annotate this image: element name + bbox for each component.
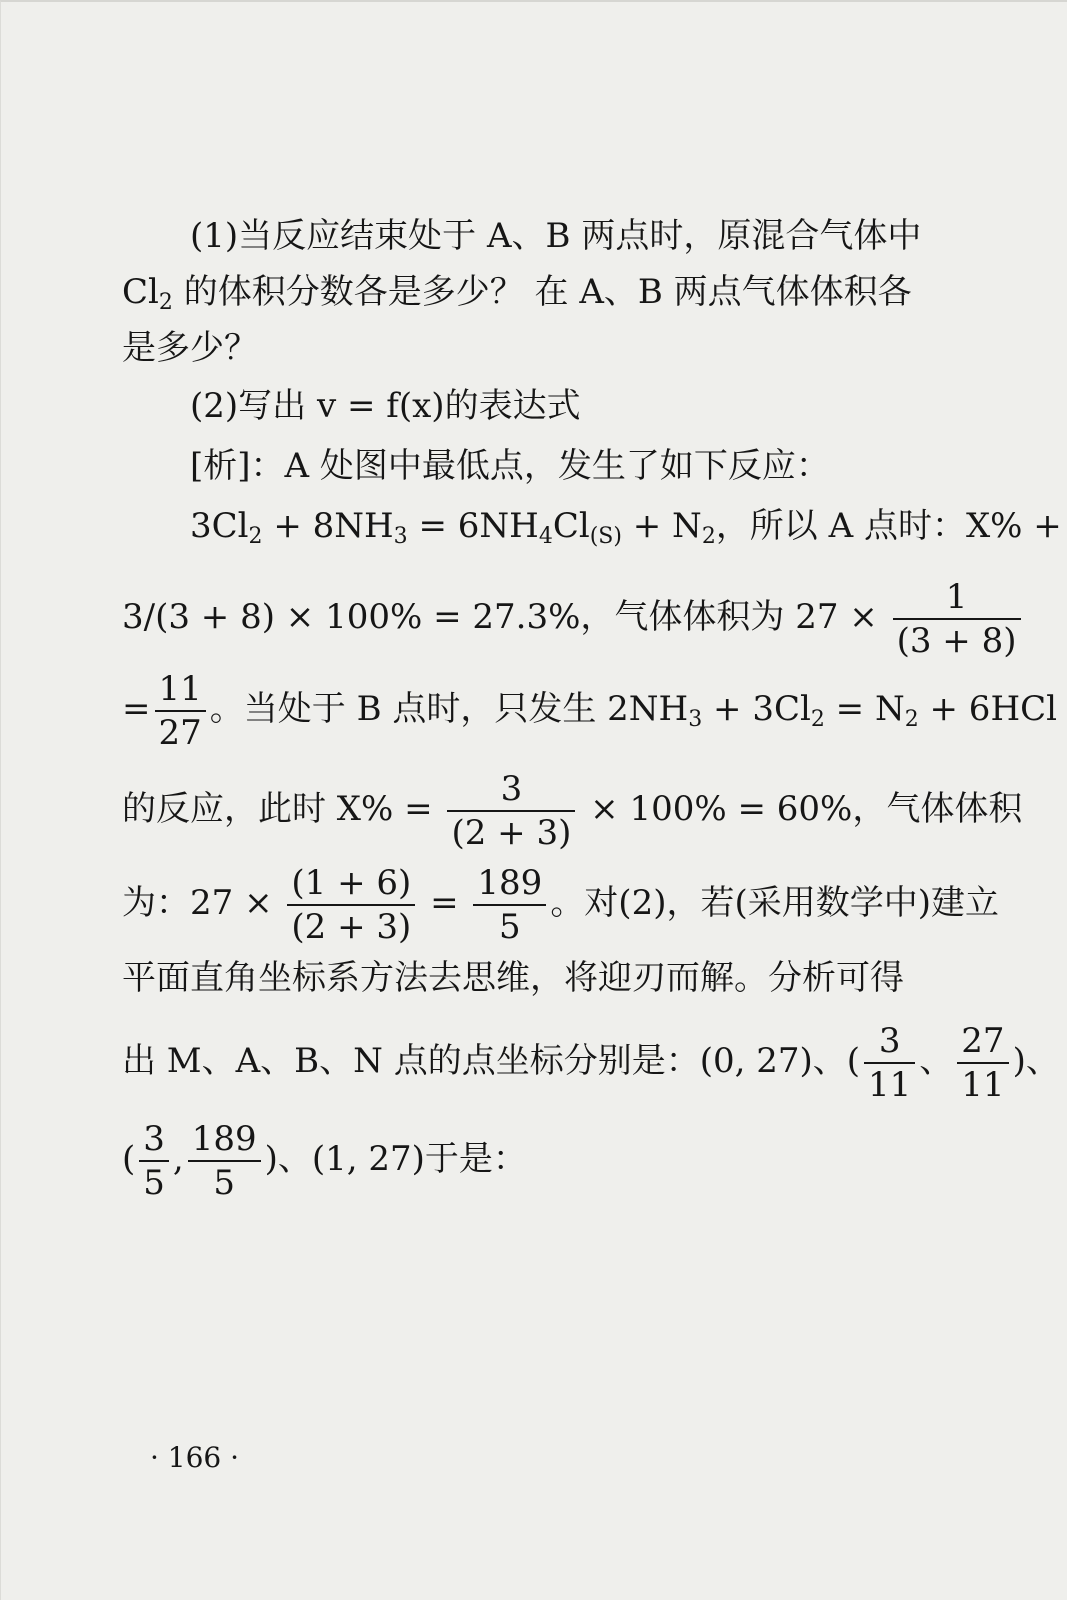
denominator: 11 bbox=[868, 1065, 912, 1105]
denominator: (2 + 3) bbox=[451, 813, 572, 853]
eq-text: × 100% = 60%，气体体积 bbox=[590, 789, 1023, 829]
fraction bbox=[188, 1119, 261, 1203]
fraction bbox=[473, 863, 546, 947]
fraction bbox=[155, 669, 206, 753]
fraction bbox=[139, 1119, 169, 1203]
fraction bbox=[893, 577, 1021, 661]
calculation-line-4 bbox=[122, 769, 1023, 853]
subscript: 2 bbox=[810, 707, 825, 732]
question-1-line-1 bbox=[190, 214, 990, 258]
numerator: (1 + 6) bbox=[287, 866, 415, 906]
question-2-line bbox=[190, 384, 990, 428]
subscript: 2 bbox=[904, 707, 919, 732]
eq-text: 。对(2)，若(采用数学中)建立 bbox=[550, 883, 1000, 923]
question-1-line-3 bbox=[122, 326, 922, 370]
fraction bbox=[957, 1021, 1008, 1105]
calculation-line-2 bbox=[122, 577, 1017, 661]
text-line-6 bbox=[122, 956, 922, 1000]
denominator: 5 bbox=[499, 907, 521, 947]
fraction bbox=[447, 769, 575, 853]
coordinates-line-1 bbox=[122, 1021, 1060, 1105]
eq-text: 平面直角坐标系方法去思维，将迎刃而解。分析可得 bbox=[122, 958, 904, 998]
eq-text: 。当处于 B 点时，只发生 2NH bbox=[209, 689, 689, 729]
chlorine-symbol: Cl bbox=[122, 272, 159, 312]
eq-text: 为：27 × bbox=[122, 883, 273, 923]
question-1-line-2 bbox=[122, 270, 922, 325]
eq-text: 出 M、A、B、N 点的点坐标分别是：(0, 27)、( bbox=[122, 1041, 861, 1081]
fraction bbox=[864, 1021, 915, 1105]
reaction-equation-1 bbox=[190, 504, 1062, 559]
eq-term: 3Cl bbox=[190, 506, 249, 546]
eq-term: + 3Cl bbox=[702, 689, 811, 729]
eq-text: = bbox=[430, 883, 459, 923]
numerator: 27 bbox=[957, 1024, 1008, 1064]
eq-term: = N bbox=[824, 689, 905, 729]
eq-text: 3/(3 + 8) × 100% = 27.3%，气体体积为 27 × bbox=[122, 597, 878, 637]
subscript: 2 bbox=[248, 524, 263, 549]
eq-text: )、 bbox=[1012, 1041, 1060, 1081]
question-1-text-cont: 的体积分数各是多少？ 在 A、B 两点气体体积各 bbox=[172, 272, 912, 312]
eq-text: ( bbox=[122, 1139, 136, 1179]
eq-text: ，所以 A 点时：X% + bbox=[715, 506, 1062, 546]
page-number: · 166 · bbox=[150, 1441, 240, 1474]
eq-term: + N bbox=[621, 506, 702, 546]
denominator: 11 bbox=[961, 1065, 1005, 1105]
numerator: 3 bbox=[447, 772, 575, 812]
coordinates-line-2 bbox=[122, 1119, 922, 1203]
question-1-text-end: 是多少？ bbox=[122, 328, 258, 368]
denominator: (3 + 8) bbox=[896, 621, 1017, 661]
analysis-text: [析]：A 处图中最低点，发生了如下反应： bbox=[190, 446, 830, 486]
eq-term: = 6NH bbox=[407, 506, 539, 546]
numerator: 189 bbox=[473, 866, 546, 906]
calculation-line-5 bbox=[122, 863, 1000, 947]
eq-term: + 8NH bbox=[262, 506, 394, 546]
subscript: 3 bbox=[393, 524, 408, 549]
analysis-line bbox=[190, 444, 990, 488]
question-2-text: (2)写出 v = f(x)的表达式 bbox=[190, 386, 581, 426]
denominator: 27 bbox=[158, 713, 202, 753]
eq-text: = bbox=[122, 689, 151, 729]
denominator: (2 + 3) bbox=[291, 907, 412, 947]
eq-text: 、 bbox=[919, 1041, 954, 1081]
eq-term: Cl bbox=[552, 506, 590, 546]
eq-term: + 6HCl bbox=[918, 689, 1057, 729]
eq-text: )、(1, 27)于是： bbox=[264, 1139, 527, 1179]
subscript: 3 bbox=[688, 707, 703, 732]
numerator: 189 bbox=[188, 1122, 261, 1162]
subscript: (S) bbox=[589, 524, 622, 549]
question-1-text: (1)当反应结束处于 A、B 两点时，原混合气体中 bbox=[190, 216, 922, 256]
denominator: 5 bbox=[213, 1163, 235, 1203]
subscript: 4 bbox=[538, 524, 553, 549]
eq-text: , bbox=[172, 1139, 184, 1179]
numerator: 11 bbox=[155, 672, 206, 712]
numerator: 1 bbox=[893, 580, 1021, 620]
calculation-line-3 bbox=[122, 669, 1057, 753]
subscript: 2 bbox=[158, 290, 173, 315]
denominator: 5 bbox=[143, 1163, 165, 1203]
fraction bbox=[287, 863, 415, 947]
subscript: 2 bbox=[701, 524, 716, 549]
numerator: 3 bbox=[139, 1122, 169, 1162]
eq-text: 的反应，此时 X% = bbox=[122, 789, 433, 829]
numerator: 3 bbox=[864, 1024, 915, 1064]
